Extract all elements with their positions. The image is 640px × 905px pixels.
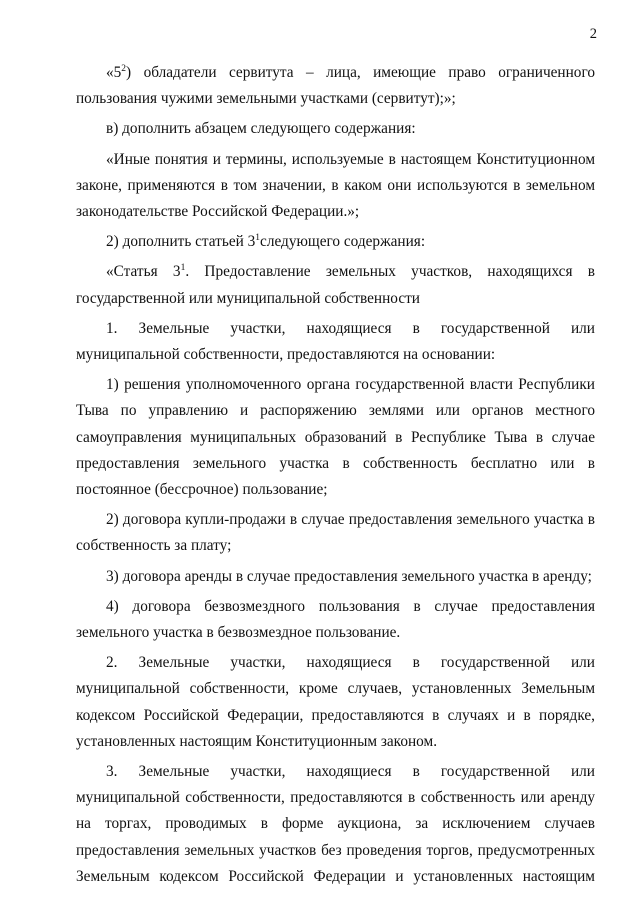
paragraph-clause-3: 3. Земельные участки, находящиеся в государственной или муниципальной собственности, предоставляются в собственность или аренду на торгах, проводимых в форме аукциона, за исключением случаев предоставления земельных участков без проведения торгов, предусмотренных Земельным кодексом Российской Федерации и установленных настоящим — [76, 763, 595, 885]
paragraph-add-article — [76, 229, 595, 255]
paragraph-text: следующего содержания: — [260, 233, 426, 251]
paragraph-text: ) обладатели сервитута – лица, имеющие право ограниченного пользования чужими земельными участками (сервитут);»; — [76, 64, 595, 108]
paragraph-servitude-definition — [76, 60, 595, 112]
paragraph-subclause-1: 1) решения уполномоченного органа государственной власти Республики Тыва по управлению и распоряжению землями или органов местного самоуправления муниципальных образований в Республике Тыва в случае предоставления земельного участка в собственность бесплатно или в постоянное (бессрочное) пользование; — [76, 376, 595, 499]
paragraph-subclause-3: 3) договора аренды в случае предоставления земельного участка в аренду; — [106, 567, 592, 585]
paragraph-text: 2) дополнить статьей 3 — [106, 233, 256, 251]
paragraph-text: . Предоставление земельных участков, находящихся в государственной или муниципальной собственности — [76, 263, 595, 307]
paragraph-clause-1: 1. Земельные участки, находящиеся в государственной или муниципальной собственности, предоставляются на основании: — [76, 319, 595, 364]
article-heading — [76, 259, 595, 311]
paragraph-terms: «Иные понятия и термины, используемые в настоящем Конституционном законе, применяются в том значении, в каком они используются в земельном законодательстве Российской Федерации.»; — [76, 150, 595, 221]
paragraph-subclause-2: 2) договора купли-продажи в случае предоставления земельного участка в собственность за плату; — [76, 511, 595, 555]
superscript: 2 — [121, 64, 127, 74]
paragraph-amend-v: в) дополнить абзацем следующего содержания: — [106, 120, 416, 138]
paragraph-subclause-4: 4) договора безвозмездного пользования в случае предоставления земельного участка в безвозмездное пользование. — [76, 597, 595, 642]
paragraph-text: «5 — [106, 64, 122, 81]
paragraph-clause-2: 2. Земельные участки, находящиеся в государственной или муниципальной собственности, кроме случаев, установленных Земельным кодексом Российской Федерации, предоставляются в случаях и в порядке, установленных настоящим Конституционным законом. — [76, 654, 595, 750]
document-body — [76, 60, 595, 890]
paragraph-text: «Статья 3 — [106, 263, 181, 281]
superscript: 1 — [255, 233, 261, 244]
page-number: 2 — [589, 26, 597, 42]
superscript: 1 — [180, 263, 186, 274]
